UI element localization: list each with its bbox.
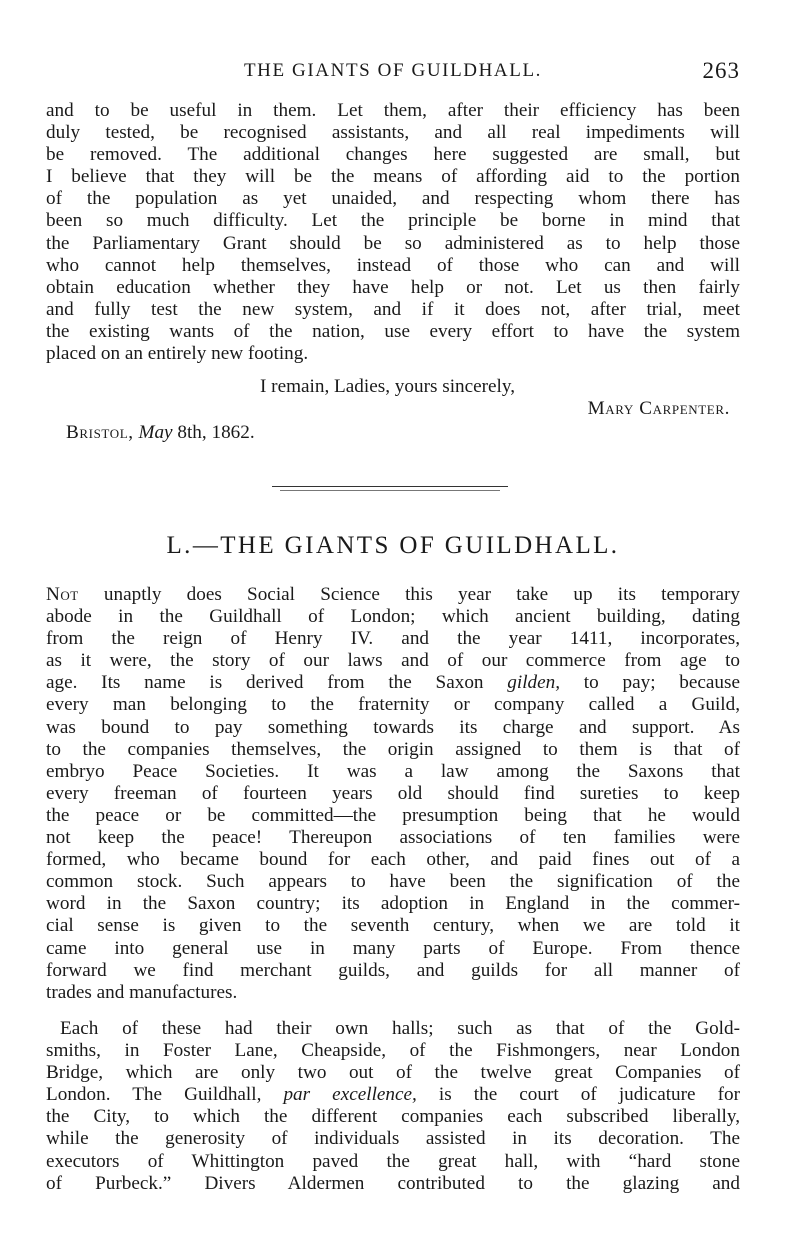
running-title: THE GIANTS OF GUILDHALL. (243, 60, 543, 81)
text-line: every man belonging to the fraternity or company called a Guild, (46, 694, 740, 716)
text-line: word in the Saxon country; its adoption in England in the commer- (46, 893, 740, 915)
letter-dateline (46, 422, 760, 444)
text-line: who cannot help themselves, instead of those who can and will (46, 254, 740, 276)
dateline-month: May (138, 422, 173, 443)
text-line: forward we find merchant guilds, and guilds for all manner of (46, 959, 740, 981)
text-line: the peace or be committed—the presumption being that he would (46, 804, 740, 826)
text-line: of the population as yet unaided, and respecting whom there has (46, 188, 740, 210)
text-line (46, 1084, 740, 1106)
text-line: Bridge, which are only two out of the twelve great Companies of (46, 1062, 740, 1084)
text-line: not keep the peace! Thereupon associations of ten families were (46, 827, 740, 849)
text-fragment: unaptly does Social Science this year take up its temporary (78, 584, 740, 605)
first-word: Not (46, 584, 79, 605)
text-line: as it were, the story of our laws and of our commerce from age to (46, 650, 740, 672)
text-fragment: to pay; because (560, 672, 741, 694)
text-line: executors of Whittington paved the great hall, with “hard stone (46, 1150, 740, 1172)
letter-salutation: I remain, Ladies, yours sincerely, (260, 376, 516, 397)
text-line: trades and manufactures. (46, 981, 238, 1003)
text-line: Each of these had their own halls; such as that of the Gold- (60, 1018, 740, 1039)
dateline-day: 8th, (177, 422, 207, 443)
text-line: the Parliamentary Grant should be so administered as to help those (46, 232, 740, 254)
paragraph-2 (46, 1018, 740, 1195)
text-line: of Purbeck.” Divers Aldermen contributed to the glazing and (46, 1172, 740, 1194)
dateline-place: Bristol, (66, 422, 134, 443)
text-line: duly tested, be recognised assistants, and all real impediments will (46, 122, 740, 144)
text-line: abode in the Guildhall of London; which ancient building, dating (46, 606, 740, 628)
text-line: every freeman of fourteen years old should find sureties to keep (46, 782, 740, 804)
text-line (46, 584, 740, 606)
text-line: embryo Peace Societies. It was a law among the Saxons that (46, 760, 740, 782)
signature-name: Mary Carpenter. (587, 398, 730, 419)
text-line: from the reign of Henry IV. and the year 1411, incorporates, (46, 628, 740, 650)
text-fragment: is the court of judicature for (416, 1084, 740, 1106)
paragraph-1 (46, 584, 740, 1004)
text-line: and to be useful in them. Let them, after their efficiency has been (46, 100, 740, 121)
italic-term: par excellence, (283, 1084, 417, 1106)
text-fragment: London. The Guildhall, (46, 1084, 284, 1106)
text-line: be removed. The additional changes here suggested are small, but (46, 144, 740, 166)
page-number: 263 (702, 58, 740, 83)
text-line: cial sense is given to the seventh century, when we are told it (46, 915, 740, 937)
text-line: to the companies themselves, the origin assigned to them is that of (46, 738, 740, 760)
text-line: smiths, in Foster Lane, Cheapside, of the Fishmongers, near London (46, 1040, 740, 1062)
dateline-year: 1862. (211, 422, 255, 443)
letter-body (46, 100, 740, 365)
text-line: and fully test the new system, and if it does not, after trial, meet (46, 298, 740, 320)
text-line: common stock. Such appears to have been the signification of the (46, 871, 740, 893)
section-divider (272, 486, 508, 487)
text-line: placed on an entirely new footing. (46, 343, 309, 365)
running-head (46, 58, 740, 88)
text-line: been so much difficulty. Let the principle be borne in mind that (46, 210, 740, 232)
text-line: formed, who became bound for each other, and paid fines out of a (46, 849, 740, 871)
text-fragment: age. Its name is derived from the Saxon (46, 672, 508, 694)
text-line: came into general use in many parts of Europe. From thence (46, 937, 740, 959)
text-line: while the generosity of individuals assisted in its decoration. The (46, 1128, 740, 1150)
text-line: the existing wants of the nation, use every effort to have the system (46, 320, 740, 342)
letter-signature (46, 398, 740, 420)
text-line: was bound to pay something towards its charge and support. As (46, 716, 740, 738)
section-heading: L.—THE GIANTS OF GUILDHALL. (166, 532, 620, 559)
section-divider-secondary (280, 490, 500, 491)
text-line: I believe that they will be the means of affording aid to the portion (46, 166, 740, 188)
italic-term: gilden, (507, 672, 561, 694)
text-line (46, 672, 740, 694)
text-line: obtain education whether they have help or not. Let us then fairly (46, 276, 740, 298)
text-line: the City, to which the different companies each subscribed liberally, (46, 1106, 740, 1128)
